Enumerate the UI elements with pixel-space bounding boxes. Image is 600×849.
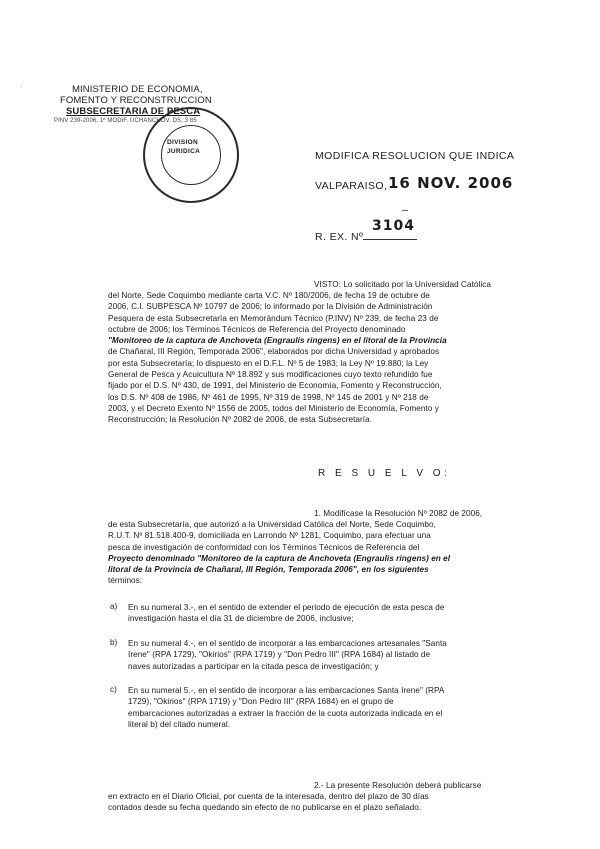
dash-mark xyxy=(402,210,408,211)
item-a-text: En su numeral 3.-, en el sentido de extender el periodo de ejecución de esta pesca de investigación hasta el día 31 de diciembre de 2006, inclusive; xyxy=(128,603,445,624)
document-title: MODIFICA RESOLUCION QUE INDICA xyxy=(315,150,515,162)
date-place: VALPARAISO, xyxy=(315,180,388,192)
item-a-label: a) xyxy=(110,602,118,611)
point2-first-line: 2.- La presente Resolución deberá publicarse xyxy=(314,781,482,790)
stamp-line2: JURIDICA xyxy=(167,148,201,155)
item-c-text: En su numeral 5.-, en el sentido de incorporar a las embarcaciones Santa Irene" (RPA 1729), "Okirios" (RPA 1719) y "Don Pedro III" (RPA 1684) en el grupo de embarcaciones autorizadas a extraer la fracción de la cuota autorizada indicada en el literal b) del citado numeral. xyxy=(128,686,445,729)
subsecretaria-name: SUBSECRETARIA DE PESCA xyxy=(66,106,201,117)
handwritten-date: 16 NOV. 2006 xyxy=(388,174,514,192)
resolution-underline xyxy=(363,239,417,240)
resolution-label: R. EX. Nº xyxy=(315,231,364,243)
resolution-number: 3104 xyxy=(372,218,415,234)
point1-first-line: 1. Modifícase la Resolución Nº 2082 de 2006, xyxy=(314,509,483,518)
corner-mark: · xyxy=(20,84,23,90)
resuelvo-heading: R E S U E L V O: xyxy=(318,468,451,479)
ministry-name-line2: FOMENTO Y RECONSTRUCCION xyxy=(60,95,212,106)
point2-body: en extracto en el Diario Oficial, por cuenta de la interesada, dentro del plazo de 30 días contados desde su fecha quedando sin efecto de no publicarse en el plazo señalado. xyxy=(108,792,429,813)
item-b-text: En su numeral 4.-, en el sentido de incorporar a las embarcaciones artesanales "Santa Irene" (RPA 1729), "Okirios" (RPA 1719) y "Don Pedro III" (RPA 1684) al listado de naves autorizadas a participar en la citada pesca de investigación; y xyxy=(128,639,447,671)
stamp-line1: DIVISION xyxy=(167,139,198,146)
visto-body: del Norte, Sede Coquimbo mediante carta V.C. Nº 180/2006, de fecha 19 de octubre de 2006, C.I. SUBPESCA Nº 10797 de 2006; lo informado por la División de Administración Pesquera de esta Subsecretaría en Memorándum Técnico (P.INV) Nº 239, de fecha 23 de octubre de 2006; los Términos Técnicos de Referencia del Proyecto denominado "Monitoreo de la captura de Anchoveta (Engraulis ringens) en el litoral de la Provincia de Chañaral, III Región, Temporada 2006", elaborados por dicha Universidad y aprobados por esta Subsecretaría; lo dispuesto en el D.F.L. Nº 5 de 1983; la Ley Nº 19.880; la Ley General de Pesca y Acuicultura Nº 18.892 y sus modificaciones cuyo texto refundido fue fijado por el D.S. Nº 430, de 1991, del Ministerio de Economía, Fomento y Reconstrucción, los D.S. Nº 408 de 1986, Nº 461 de 1995, Nº 319 de 1998, Nº 145 de 2001 y Nº 218 de 2003, y el Decreto Exento Nº 1556 de 2005, todos del Ministerio de Economía, Fomento y Reconstrucción; la Resolución Nº 2082 de 2006, de esta Subsecretaría. xyxy=(108,291,447,425)
juridica-stamp xyxy=(143,107,239,203)
ministry-name: MINISTERIO DE ECONOMIA, xyxy=(72,84,203,95)
item-b-label: b) xyxy=(110,638,118,647)
visto-line-0: VISTO: Lo solicitado por la Universidad Católica xyxy=(314,280,491,289)
point1-body: de esta Subsecretaría, que autorizó a la Universidad Católica del Norte, Sede Coquimbo, R.U.T. Nº 81.518.400-9, domiciliada en Larrondo Nº 1281, Coquimbo, para efectuar una pesca de investigación de conformidad con los Términos Técnicos de Referencia del Proyecto denominado "Monitoreo de la captura de Anchoveta (Engraulis ringens) en el litoral de la Provincia de Chañaral, III Región, Temporada 2006", en los siguientes términos: xyxy=(108,520,451,586)
item-c-label: c) xyxy=(110,685,117,694)
reference-code: PINV 239-2006, 1º MODIF. UCHANCHOV, DS, 3 85 xyxy=(54,118,197,124)
